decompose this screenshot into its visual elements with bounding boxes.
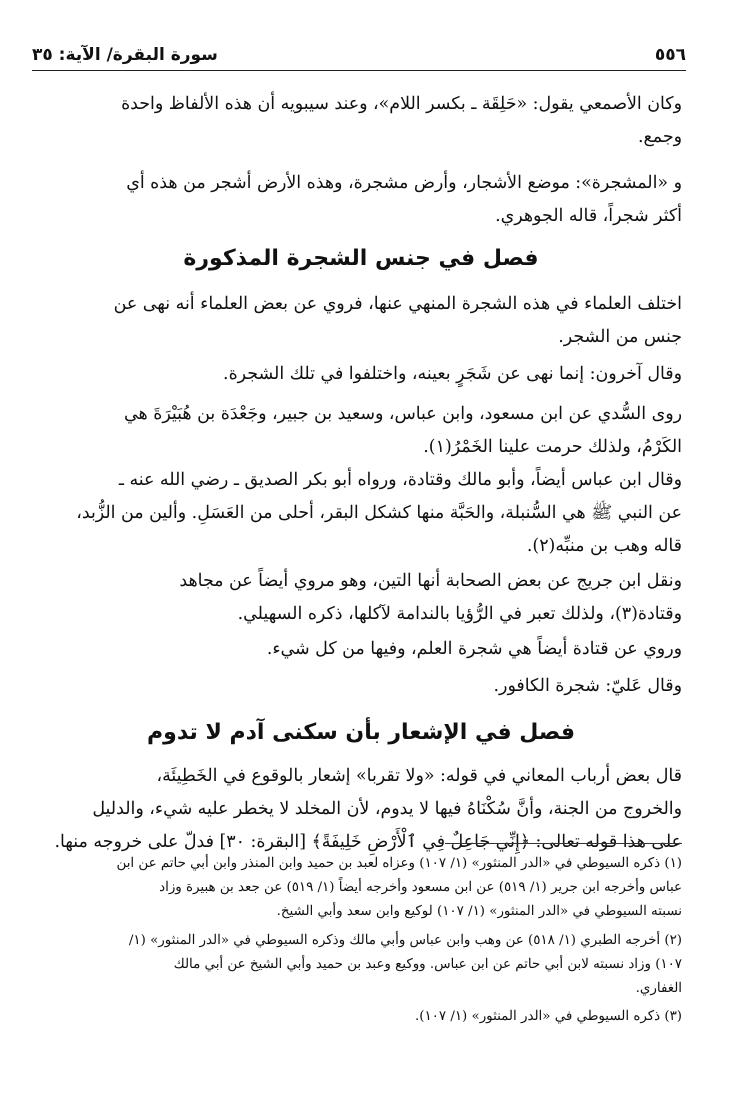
text-line: عن النبي ﷺ هي السُّنبلة، والحَبَّة منها كشكل البقر، أحلى من العَسَلِ. وألين من الزُّبد، — [76, 503, 682, 523]
paragraph-ali-narration — [40, 670, 682, 703]
chapter-reference: سورة البقرة/ الآية: ٣٥ — [32, 45, 218, 65]
footnote-line: (٢) أخرجه الطبري (١/ ٥١٨) عن وهب وابن عباس وأبي مالك وذكره السيوطي في «الدر المنثور» (١/ — [128, 933, 682, 948]
page-number: ٥٥٦ — [654, 45, 686, 65]
paragraph-ibn-jurayj-narration — [40, 565, 682, 631]
footnote-1 — [40, 852, 682, 924]
footnote-line: عباس وأخرجه ابن جرير (١/ ٥١٩) عن ابن مسعود وأخرجه أيضاً (١/ ٥١٩) عن جعد بن هبيرة وزاد — [159, 880, 682, 895]
footnote-line: (٣) ذكره السيوطي في «الدر المنثور» (١/ ١٠٧). — [415, 1009, 682, 1024]
footnote-3 — [40, 1005, 682, 1029]
footnote-line: الغفاري. — [635, 981, 682, 996]
footnote-line: ١٠٧) وزاد نسبته لابن أبي حاتم عن ابن عباس. ووكيع وعبد بن حميد وأبي الشيخ عن أبي مالك — [173, 957, 682, 972]
text-line: على هذا قوله تعالى: ﴿إِنِّي جَاعِلٌ فِي ٱلْأَرْضِ خَلِيفَةً﴾ [البقرة: ٣٠] فدلّ على خروجه منها. — [54, 832, 682, 852]
text-line: وقال ابن عباس أيضاً، وأبو مالك وقتادة، ورواه أبو بكر الصديق ـ رضي الله عنه ـ — [118, 470, 682, 490]
text-line: جنس من الشجر. — [558, 327, 682, 347]
text-line: وكان الأصمعي يقول: «حَلِقَة ـ بكسر اللام»، وعند سيبويه أن هذه الألفاظ واحدة — [121, 94, 682, 114]
paragraph-scholars-differ — [40, 288, 682, 354]
text-line: وروي عن قتادة أيضاً هي شجرة العلم، وفيها من كل شيء. — [266, 639, 682, 659]
text-line: وقال عَليّ: شجرة الكافور. — [493, 676, 682, 696]
footnote-line: نسبته السيوطي في «الدر المنثور» (١/ ١٠٧) لوكيع وابن سعد وأبي الشيخ. — [276, 904, 682, 919]
paragraph-suddi-narration — [40, 398, 682, 464]
text-line: قاله وهب بن منبِّه(٢). — [526, 536, 682, 556]
text-line: قال بعض أرباب المعاني في قوله: «ولا تقربا» إشعار بالوقوع في الخَطِيئَة، — [156, 766, 682, 786]
paragraph-ibn-abbas-narration — [40, 464, 682, 563]
footnote-line: (١) ذكره السيوطي في «الدر المنثور» (١/ ١٠٧) وعزاه لعبد بن حميد وابن المنذر وابن أبي حاتم عن ابن — [116, 856, 682, 871]
text-line: الكَرْمُ، ولذلك حرمت علينا الخَمْرُ(١). — [423, 437, 682, 457]
text-line: أكثر شجراً، قاله الجوهري. — [495, 206, 682, 226]
text-line: والخروج من الجنة، وأنَّ سُكْنَاهُ فيها لا يدوم، لأن المخلد لا يخطر عليه شيء، والدليل — [92, 799, 682, 819]
text-line: ونقل ابن جريج عن بعض الصحابة أنها التين، وهو مروي أيضاً عن مجاهد — [179, 571, 682, 591]
text-line: روى السُّدي عن ابن مسعود، وابن عباس، وسعيد بن جبير، وجَعْدَة بن هُبَيْرَةَ هي — [124, 404, 682, 424]
paragraph-others-said — [40, 358, 682, 391]
paragraph-mashjara-definition — [40, 167, 682, 233]
section-heading-adam-dwelling: فصل في الإشعار بأن سكنى آدم لا تدوم — [147, 720, 575, 745]
paragraph-asmai-note — [40, 88, 682, 154]
text-line: وقال آخرون: إنما نهى عن شَجَرٍ بعينه، واختلفوا في تلك الشجرة. — [223, 364, 682, 384]
paragraph-meanings-scholars — [40, 760, 682, 859]
text-line: و «المشجرة»: موضع الأشجار، وأرض مشجرة، وهذه الأرض أشجر من هذه أي — [126, 173, 682, 193]
paragraph-qatada-narration — [40, 633, 682, 666]
text-line: وقتادة(٣)، ولذلك تعبر في الرُّؤيا بالندامة لآكلها، ذكره السهيلي. — [237, 604, 682, 624]
footnote-separator — [445, 843, 682, 844]
footnote-2 — [40, 929, 682, 1001]
text-line: وجمع. — [638, 127, 682, 147]
running-header — [32, 40, 686, 71]
section-heading-tree-type: فصل في جنس الشجرة المذكورة — [183, 246, 539, 271]
text-line: اختلف العلماء في هذه الشجرة المنهي عنها، فروي عن بعض العلماء أنه نهى عن — [113, 294, 682, 314]
